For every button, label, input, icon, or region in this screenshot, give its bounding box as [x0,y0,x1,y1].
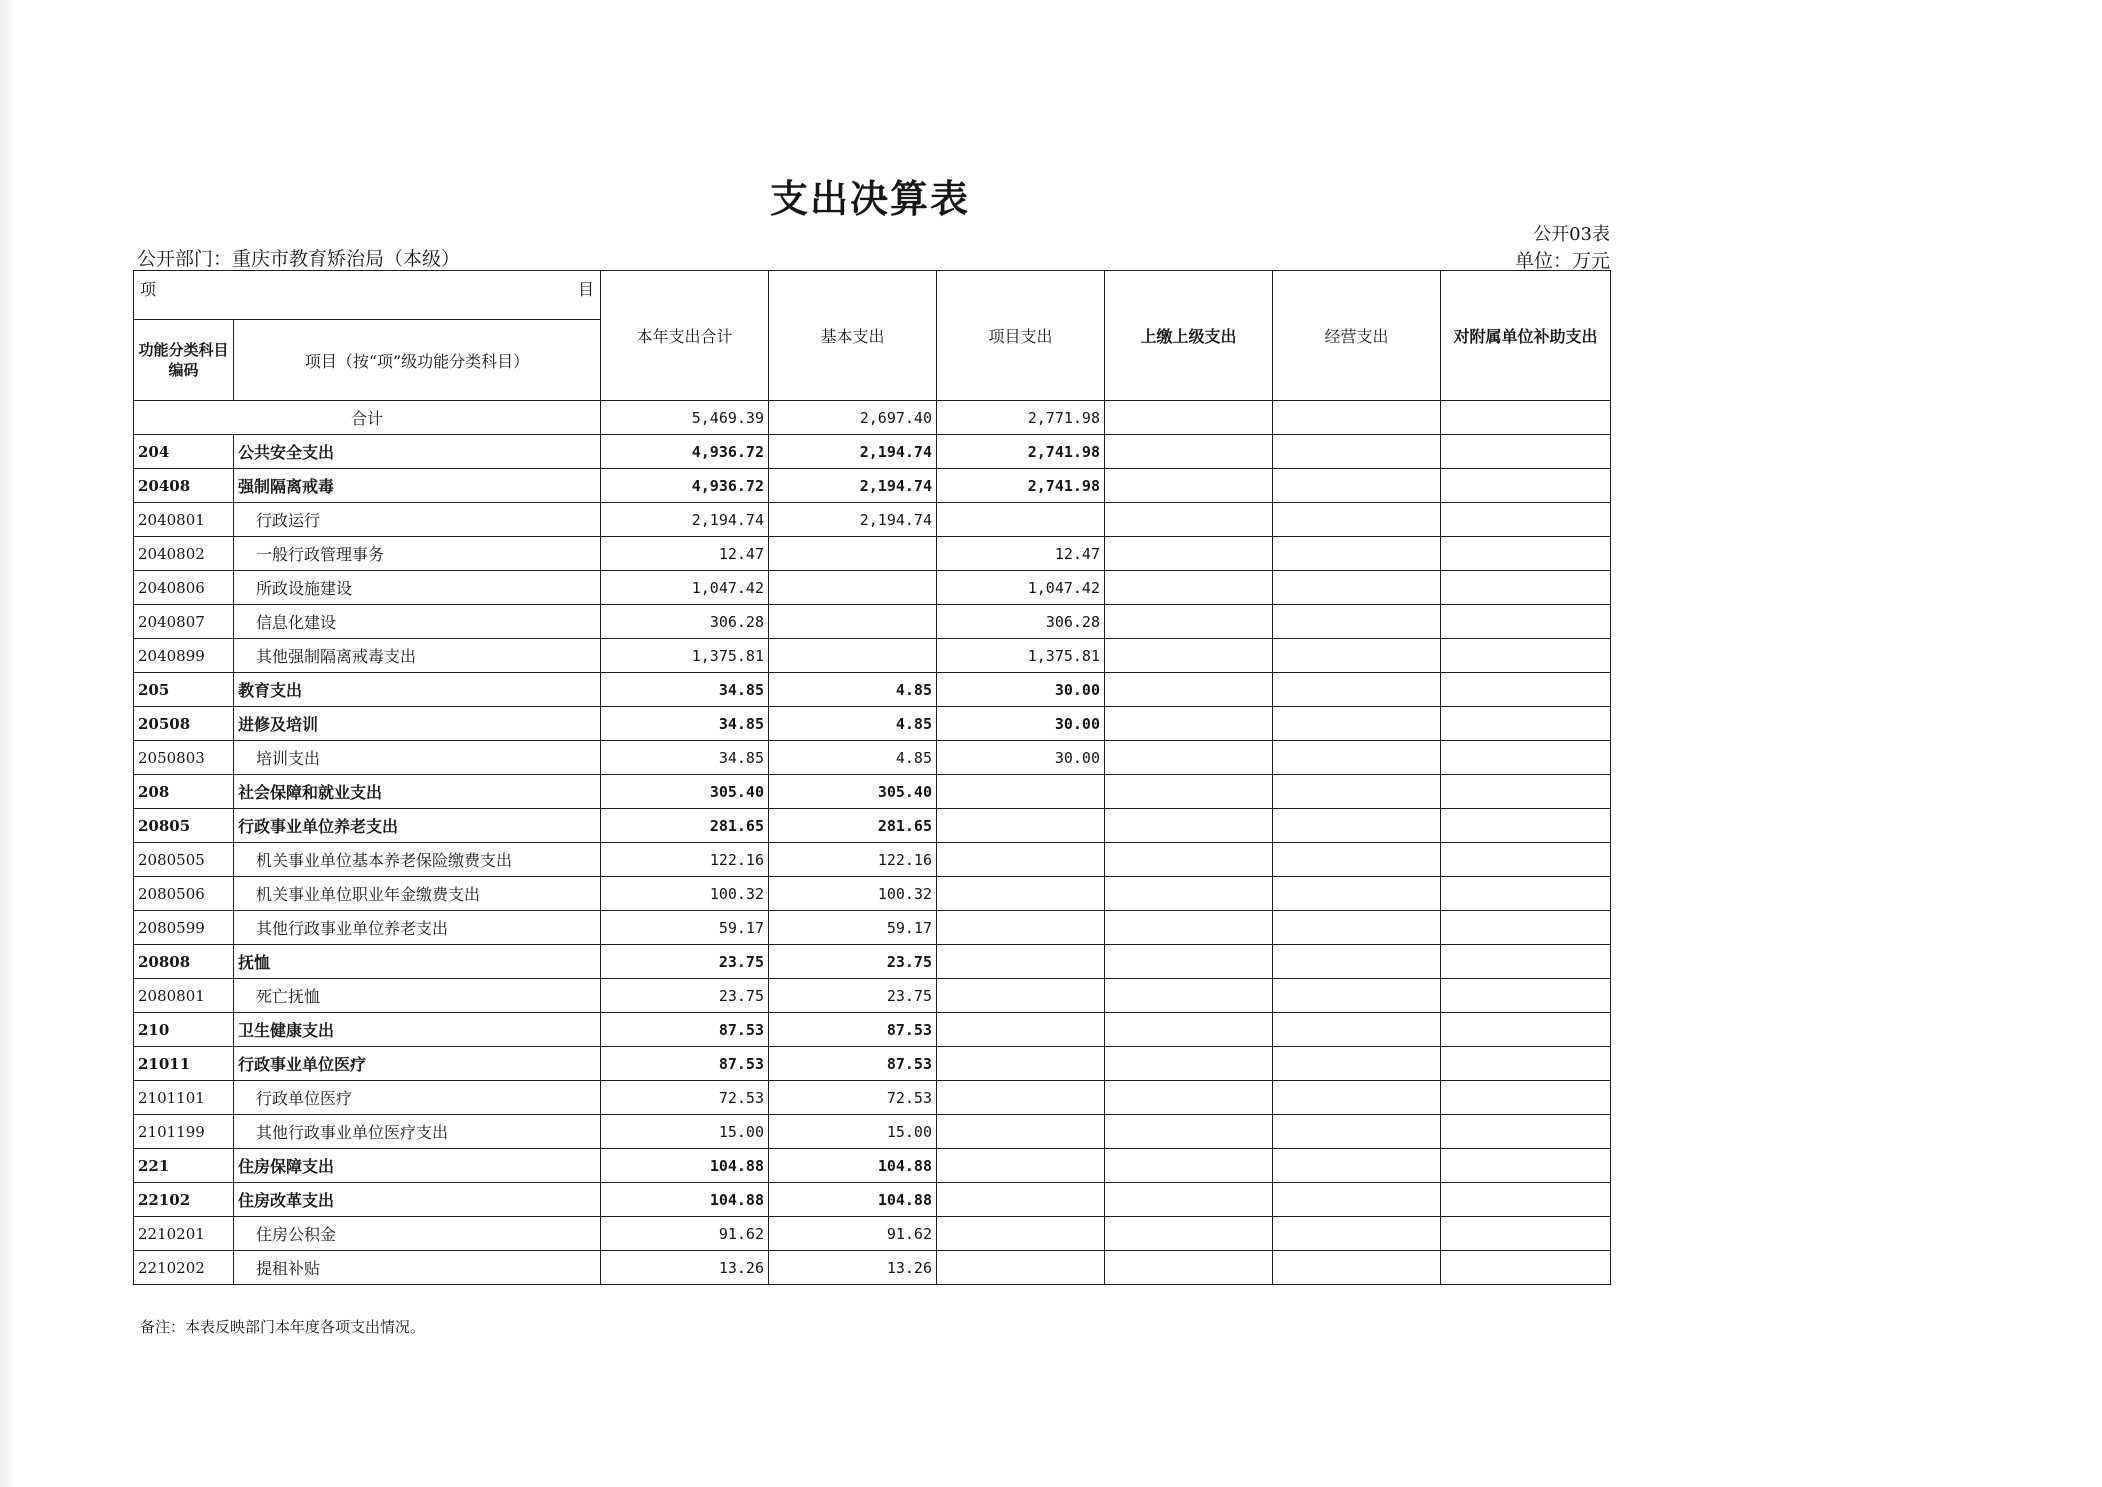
row-name: 其他行政事业单位养老支出 [234,911,601,945]
row-value [1105,1149,1273,1183]
row-value [1273,775,1441,809]
table-row [134,877,1611,911]
table-row [134,741,1611,775]
row-value: 1,375.81 [937,639,1105,673]
col-basic-expenditure: 基本支出 [769,271,937,401]
col-total-expenditure: 本年支出合计 [601,271,769,401]
table-row [134,1081,1611,1115]
row-value [1105,469,1273,503]
row-value: 87.53 [769,1013,937,1047]
row-code: 2040801 [134,503,234,537]
row-value [1105,571,1273,605]
table-row [134,571,1611,605]
row-value: 59.17 [769,911,937,945]
row-value [1441,877,1611,911]
row-value [1441,435,1611,469]
row-name: 行政事业单位养老支出 [234,809,601,843]
row-value [769,639,937,673]
row-code: 22102 [134,1183,234,1217]
row-value [1441,809,1611,843]
row-value [1273,979,1441,1013]
row-name: 一般行政管理事务 [234,537,601,571]
row-value [1273,1013,1441,1047]
row-value: 306.28 [937,605,1105,639]
row-name: 社会保障和就业支出 [234,775,601,809]
row-value: 91.62 [601,1217,769,1251]
department-label: 公开部门：重庆市教育矫治局（本级） [137,248,461,270]
row-value [769,537,937,571]
row-value: 306.28 [601,605,769,639]
row-value [937,1047,1105,1081]
row-value [1273,911,1441,945]
row-value [769,571,937,605]
row-value: 305.40 [769,775,937,809]
table-row [134,775,1611,809]
row-value [1441,571,1611,605]
row-value [1441,1115,1611,1149]
row-value [1441,1013,1611,1047]
page-title: 支出决算表 [769,176,970,221]
table-row [134,537,1611,571]
row-value [1273,1081,1441,1115]
row-value [1441,1149,1611,1183]
table-row [134,843,1611,877]
total-value: 5,469.39 [601,401,769,435]
row-value [1441,1217,1611,1251]
row-value: 34.85 [601,741,769,775]
row-value [937,979,1105,1013]
row-value [1273,1251,1441,1285]
total-value: 2,771.98 [937,401,1105,435]
row-value: 305.40 [601,775,769,809]
row-value: 2,194.74 [769,469,937,503]
col-subsidiary-subsidy: 对附属单位补助支出 [1441,271,1611,401]
row-value: 122.16 [601,843,769,877]
row-value [1105,775,1273,809]
row-value [1105,843,1273,877]
row-value: 100.32 [769,877,937,911]
row-value [937,1013,1105,1047]
col-item-name: 项目（按“项”级功能分类科目） [234,320,601,401]
row-value: 87.53 [769,1047,937,1081]
row-value: 13.26 [769,1251,937,1285]
row-value [1105,1183,1273,1217]
row-value: 23.75 [601,945,769,979]
row-value: 122.16 [769,843,937,877]
row-value [1273,1047,1441,1081]
row-value [1441,639,1611,673]
row-value: 281.65 [601,809,769,843]
row-value [1441,843,1611,877]
row-value: 4.85 [769,673,937,707]
row-code: 2080506 [134,877,234,911]
table-row [134,1251,1611,1285]
row-value [1105,1013,1273,1047]
table-row [134,639,1611,673]
row-value: 1,375.81 [601,639,769,673]
total-label: 合计 [134,401,601,435]
row-value: 30.00 [937,673,1105,707]
row-code: 2040806 [134,571,234,605]
row-value: 23.75 [769,979,937,1013]
row-code: 210 [134,1013,234,1047]
row-value [1273,945,1441,979]
row-value [1105,911,1273,945]
row-code: 20408 [134,469,234,503]
row-value [1105,503,1273,537]
row-value [937,911,1105,945]
row-value [1273,571,1441,605]
row-value [937,1183,1105,1217]
row-name: 教育支出 [234,673,601,707]
row-value: 2,741.98 [937,435,1105,469]
row-value: 15.00 [601,1115,769,1149]
row-value: 30.00 [937,741,1105,775]
table-row [134,1013,1611,1047]
row-name: 行政单位医疗 [234,1081,601,1115]
row-value: 104.88 [769,1149,937,1183]
row-value: 1,047.42 [937,571,1105,605]
row-code: 2040807 [134,605,234,639]
row-value: 23.75 [769,945,937,979]
row-name: 卫生健康支出 [234,1013,601,1047]
row-code: 2050803 [134,741,234,775]
total-value: 2,697.40 [769,401,937,435]
row-value [1441,775,1611,809]
total-value [1441,401,1611,435]
row-value: 4.85 [769,707,937,741]
row-value: 104.88 [601,1183,769,1217]
row-code: 204 [134,435,234,469]
scan-edge-shadow [0,0,14,1487]
table-row [134,1115,1611,1149]
row-code: 20805 [134,809,234,843]
row-name: 其他强制隔离戒毒支出 [234,639,601,673]
row-value [937,945,1105,979]
row-value: 34.85 [601,673,769,707]
row-value [1105,1251,1273,1285]
row-value: 104.88 [601,1149,769,1183]
row-name: 提租补贴 [234,1251,601,1285]
row-value: 2,194.74 [769,435,937,469]
row-name: 行政运行 [234,503,601,537]
row-value [1105,1047,1273,1081]
row-value [1441,673,1611,707]
row-value [1273,1115,1441,1149]
total-value [1273,401,1441,435]
row-value: 72.53 [769,1081,937,1115]
row-value [1105,673,1273,707]
row-value [937,843,1105,877]
row-value [1441,469,1611,503]
total-row [134,401,1611,435]
row-name: 信息化建设 [234,605,601,639]
col-function-code: 功能分类科目编码 [134,320,234,401]
row-name: 机关事业单位基本养老保险缴费支出 [234,843,601,877]
row-value [1441,979,1611,1013]
row-name: 抚恤 [234,945,601,979]
row-value [937,1217,1105,1251]
table-note: 备注：本表反映部门本年度各项支出情况。 [140,1318,426,1336]
row-value [1105,741,1273,775]
row-value: 72.53 [601,1081,769,1115]
row-code: 205 [134,673,234,707]
col-project-expenditure: 项目支出 [937,271,1105,401]
row-value [937,503,1105,537]
row-name: 行政事业单位医疗 [234,1047,601,1081]
row-code: 2080505 [134,843,234,877]
row-value: 23.75 [601,979,769,1013]
row-value: 2,741.98 [937,469,1105,503]
row-value: 2,194.74 [769,503,937,537]
row-value [1441,945,1611,979]
row-value [1441,1251,1611,1285]
row-code: 21011 [134,1047,234,1081]
table-row [134,1183,1611,1217]
row-code: 2210201 [134,1217,234,1251]
row-value [1105,707,1273,741]
form-number: 公开03表 [1533,224,1610,245]
row-value [1273,843,1441,877]
row-code: 2040802 [134,537,234,571]
row-value: 15.00 [769,1115,937,1149]
item-header-right: 目 [577,280,594,299]
row-value [1441,1183,1611,1217]
row-value [937,1115,1105,1149]
row-value [1441,1081,1611,1115]
row-value [1105,945,1273,979]
row-code: 20808 [134,945,234,979]
row-value [1105,537,1273,571]
row-value: 87.53 [601,1047,769,1081]
row-value [1273,639,1441,673]
row-value: 4,936.72 [601,469,769,503]
row-code: 2080599 [134,911,234,945]
row-name: 公共安全支出 [234,435,601,469]
row-code: 2101101 [134,1081,234,1115]
row-value: 2,194.74 [601,503,769,537]
row-value [1105,809,1273,843]
expenditure-table [133,270,1611,1285]
row-value [937,1081,1105,1115]
table-row [134,707,1611,741]
row-value [1273,469,1441,503]
row-name: 死亡抚恤 [234,979,601,1013]
row-value [937,809,1105,843]
row-code: 2101199 [134,1115,234,1149]
row-name: 其他行政事业单位医疗支出 [234,1115,601,1149]
row-value: 1,047.42 [601,571,769,605]
row-value [1273,707,1441,741]
row-value [1273,435,1441,469]
item-header [134,271,601,320]
row-value [1105,1217,1273,1251]
table-row [134,435,1611,469]
row-value: 281.65 [769,809,937,843]
total-value [1105,401,1273,435]
row-value [1273,1149,1441,1183]
row-value [1273,1183,1441,1217]
row-value: 12.47 [601,537,769,571]
table-row [134,673,1611,707]
row-name: 强制隔离戒毒 [234,469,601,503]
row-value [1105,1081,1273,1115]
row-value: 12.47 [937,537,1105,571]
table-row [134,911,1611,945]
row-value [1273,503,1441,537]
row-value [1105,1115,1273,1149]
table-row [134,1047,1611,1081]
row-value: 104.88 [769,1183,937,1217]
row-code: 2080801 [134,979,234,1013]
row-value: 91.62 [769,1217,937,1251]
item-header-left: 项 [140,280,157,299]
row-name: 住房公积金 [234,1217,601,1251]
col-business-expenditure: 经营支出 [1273,271,1441,401]
row-value [937,1149,1105,1183]
row-code: 2040899 [134,639,234,673]
row-value [1441,605,1611,639]
row-value: 30.00 [937,707,1105,741]
row-value [1105,605,1273,639]
row-value [1273,537,1441,571]
row-value [1441,707,1611,741]
row-value [1441,503,1611,537]
table-row [134,809,1611,843]
row-name: 进修及培训 [234,707,601,741]
table-row [134,979,1611,1013]
row-value [1273,877,1441,911]
row-value [1273,673,1441,707]
row-value [1441,911,1611,945]
row-value: 4.85 [769,741,937,775]
row-code: 208 [134,775,234,809]
row-value [1273,741,1441,775]
row-code: 2210202 [134,1251,234,1285]
row-value: 100.32 [601,877,769,911]
row-value: 87.53 [601,1013,769,1047]
row-value [1105,979,1273,1013]
row-value [937,775,1105,809]
row-value [769,605,937,639]
row-value: 59.17 [601,911,769,945]
row-value [1441,741,1611,775]
table-row [134,945,1611,979]
unit-label: 单位：万元 [1514,250,1610,272]
row-code: 20508 [134,707,234,741]
row-code: 221 [134,1149,234,1183]
row-value: 4,936.72 [601,435,769,469]
row-value [1441,537,1611,571]
row-value [1273,1217,1441,1251]
row-value [1273,809,1441,843]
row-value [1105,435,1273,469]
row-value: 13.26 [601,1251,769,1285]
row-value [1273,605,1441,639]
table-row [134,1149,1611,1183]
row-value [937,877,1105,911]
row-name: 培训支出 [234,741,601,775]
row-value [1105,639,1273,673]
row-name: 住房改革支出 [234,1183,601,1217]
row-name: 所政设施建设 [234,571,601,605]
row-value [1105,877,1273,911]
table-row [134,605,1611,639]
table-row [134,469,1611,503]
table-row [134,1217,1611,1251]
row-value [1441,1047,1611,1081]
table-row [134,503,1611,537]
row-name: 住房保障支出 [234,1149,601,1183]
col-remit-superior: 上缴上级支出 [1105,271,1273,401]
row-value: 34.85 [601,707,769,741]
row-name: 机关事业单位职业年金缴费支出 [234,877,601,911]
row-value [937,1251,1105,1285]
